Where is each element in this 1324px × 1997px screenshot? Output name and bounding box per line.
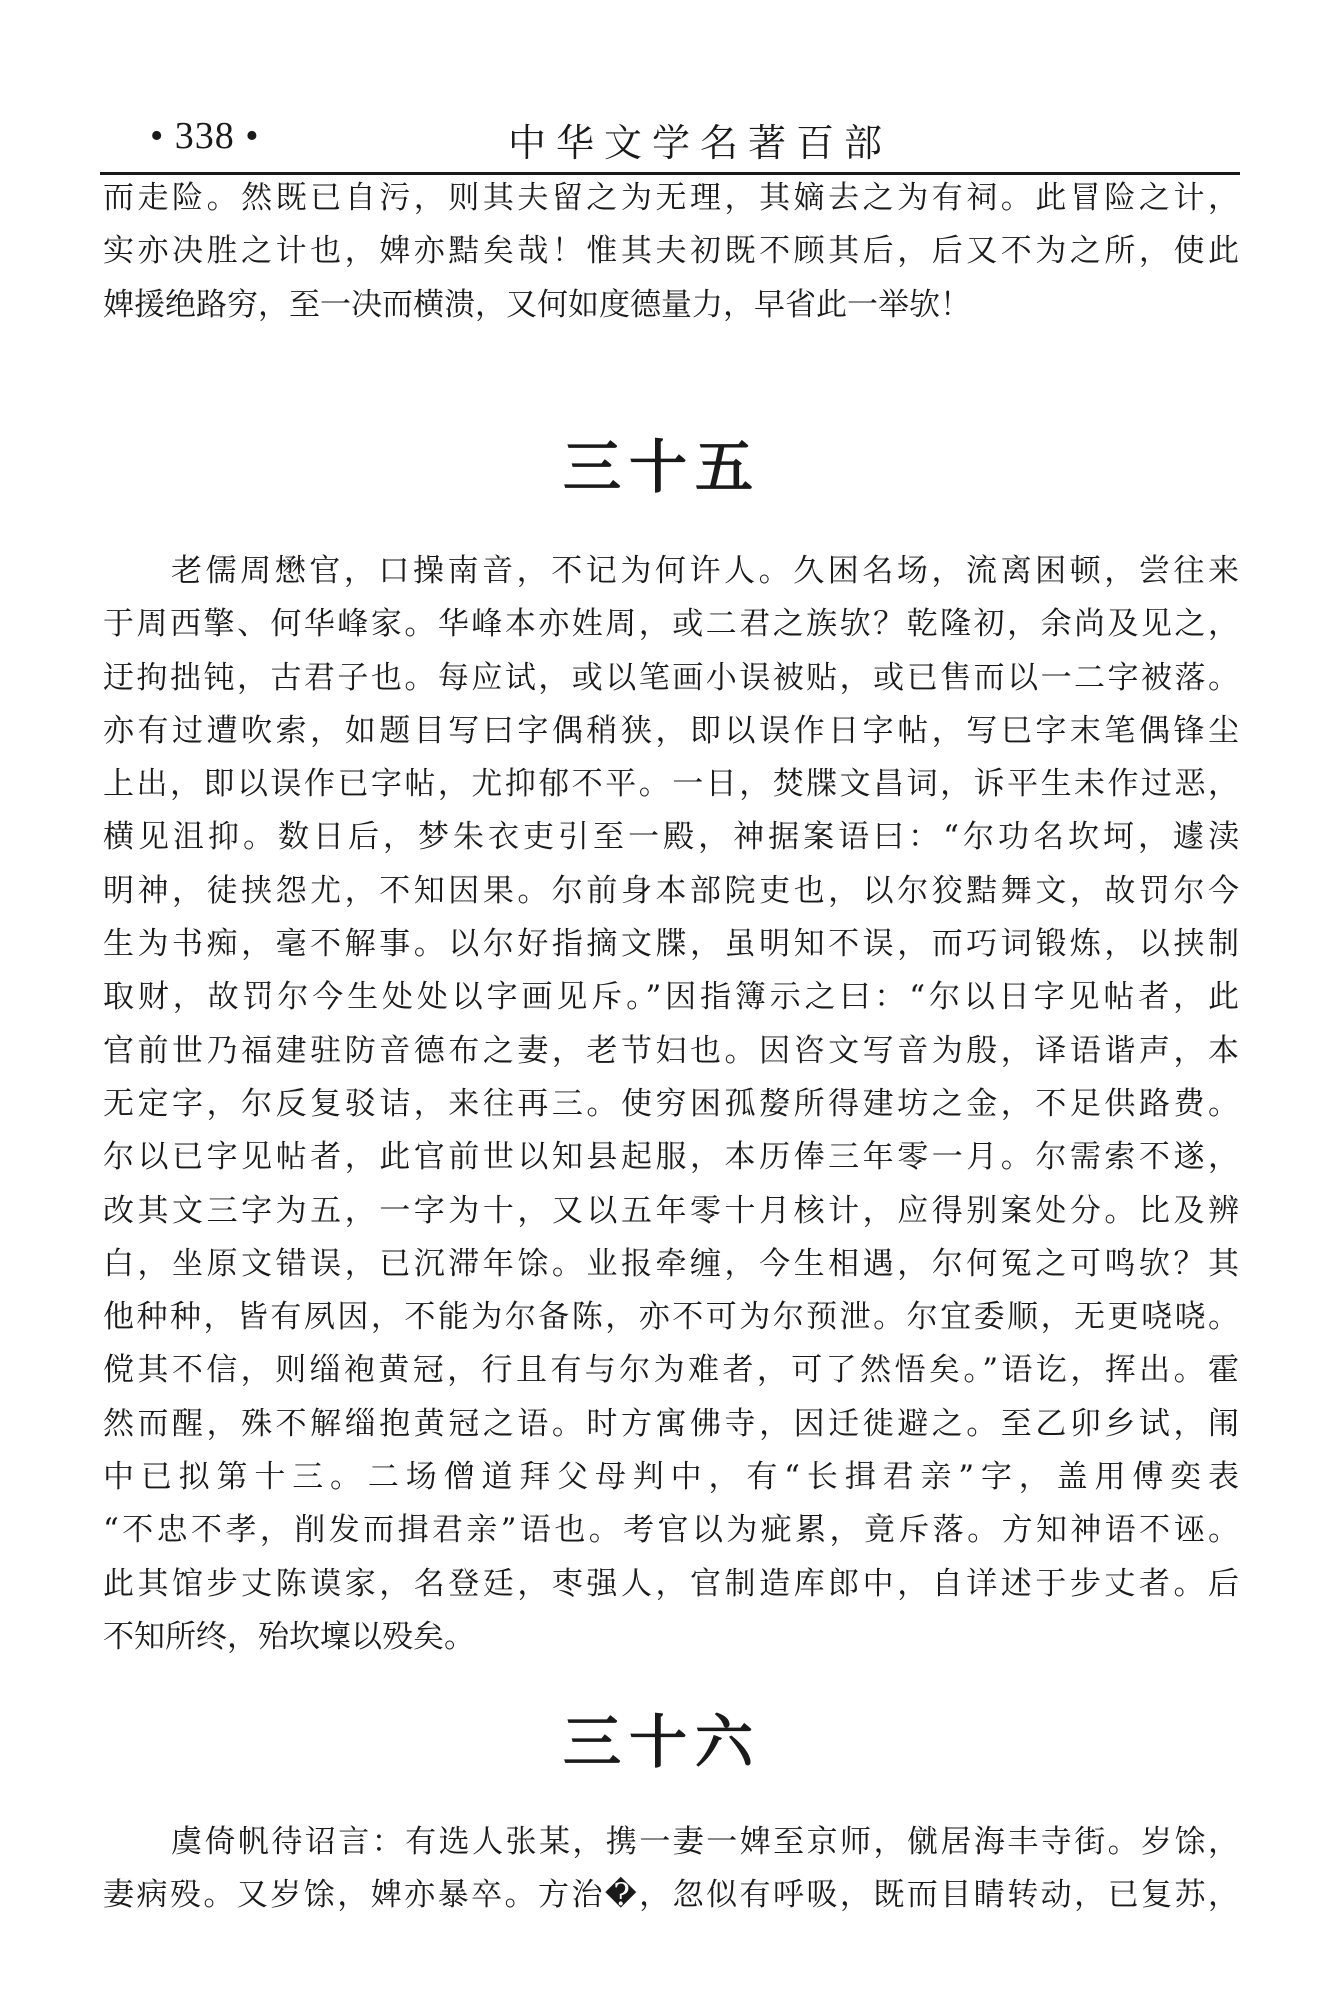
- text-line: 中已拟第十三。二场僧道拜父母判中，有“长揖君亲”字，盖用傅奕表: [103, 1459, 1239, 1496]
- text-line: 于周西擎、何华峰家。华峰本亦姓周，或二君之族欤？乾隆初，余尚及见之，: [103, 606, 1239, 643]
- text-line: 亦有过遭吹索，如题目写曰字偶稍狭，即以误作日字帖，写巳字末笔偶锋尘: [103, 712, 1239, 749]
- book-title: 中华文学名著百部: [508, 121, 893, 165]
- text-line: 不知所终，殆坎壈以殁矣。: [103, 1618, 475, 1655]
- text-line: 傥其不信，则缁袍黄冠，行且有与尔为难者，可了然悟矣。”语讫，挥出。霍: [103, 1352, 1239, 1389]
- text-line: 婢援绝路穷，至一决而横溃，又何如度德量力，早省此一举欤！: [103, 286, 971, 323]
- text-line: 白，坐原文错误，已沉滞年馀。业报牵缠，今生相遇，尔何冤之可鸣欤？其: [103, 1245, 1239, 1282]
- section-title-36: 三十六: [562, 1708, 761, 1776]
- section-title-35: 三十五: [562, 433, 761, 501]
- text-line: 他种种，皆有夙因，不能为尔备陈，亦不可为尔预泄。尔宜委顺，无更哓哓。: [103, 1299, 1239, 1336]
- text-line: 而走险。然既已自污，则其夫留之为无理，其嫡去之为有祠。此冒险之计，: [103, 180, 1239, 216]
- text-line: 生为书痴，毫不解事。以尔好指摘文牒，虽明知不误，而巧词锻炼，以挟制: [103, 926, 1239, 963]
- page-number: • 338 •: [150, 115, 260, 157]
- text-line: 实亦决胜之计也，婢亦黠矣哉！惟其夫初既不顾其后，后又不为之所，使此: [103, 233, 1239, 270]
- text-line: 横见沮抑。数日后，梦朱衣吏引至一殿，神据案语曰：“尔功名坎坷，遽渎: [103, 819, 1239, 856]
- text-line: 然而醒，殊不解缁抱黄冠之语。时方寓佛寺，因迁徙避之。至乙卯乡试，闱: [103, 1405, 1239, 1442]
- section-36-paragraph: [103, 1816, 1239, 1923]
- text-line: 官前世乃福建驻防音德布之妻，老节妇也。因咨文写音为殷，译语谐声，本: [103, 1032, 1239, 1069]
- page-header: [100, 108, 1240, 178]
- text-line: 老儒周懋官，口操南音，不记为何许人。久困名场，流离困顿，尝往来: [171, 553, 1239, 589]
- text-line: 改其文三字为五，一字为十，又以五年零十月核计，应得别案处分。比及辨: [103, 1192, 1239, 1229]
- text-line: 明神，徒挟怨尤，不知因果。尔前身本部院吏也，以尔狡黠舞文，故罚尔今: [103, 872, 1239, 909]
- text-line: 上出，即以误作已字帖，尤抑郁不平。一日，焚牒文昌词，诉平生未作过恶，: [103, 766, 1239, 803]
- text-line: “不忠不孝，削发而揖君亲”语也。考官以为疵累，竟斥落。方知神语不诬。: [103, 1512, 1239, 1549]
- text-line: 取财，故罚尔今生处处以字画见斥。”因指簿示之曰：“尔以日字见帖者，此: [103, 979, 1239, 1016]
- section-35-paragraph: [103, 545, 1239, 1664]
- text-line: 虞倚帆待诏言：有选人张某，携一妻一婢至京师，僦居海丰寺街。岁馀，: [171, 1824, 1239, 1860]
- text-line: 尔以已字见帖者，此官前世以知县起服，本历俸三年零一月。尔需索不遂，: [103, 1139, 1239, 1176]
- continuation-paragraph: [103, 172, 1239, 332]
- text-line: 迂拘拙钝，古君子也。每应试，或以笔画小误被贴，或已售而以一二字被落。: [103, 659, 1239, 696]
- text-line: 此其馆步丈陈谟家，名登廷，枣强人，官制造库郎中，自详述于步丈者。后: [103, 1565, 1239, 1602]
- text-line: 无定字，尔反复驳诘，来往再三。使穷困孤嫠所得建坊之金，不足供路费。: [103, 1085, 1239, 1122]
- text-line: 妻病殁。又岁馀，婢亦暴卒。方治�，忽似有呼吸，既而目睛转动，已复苏，: [103, 1877, 1239, 1914]
